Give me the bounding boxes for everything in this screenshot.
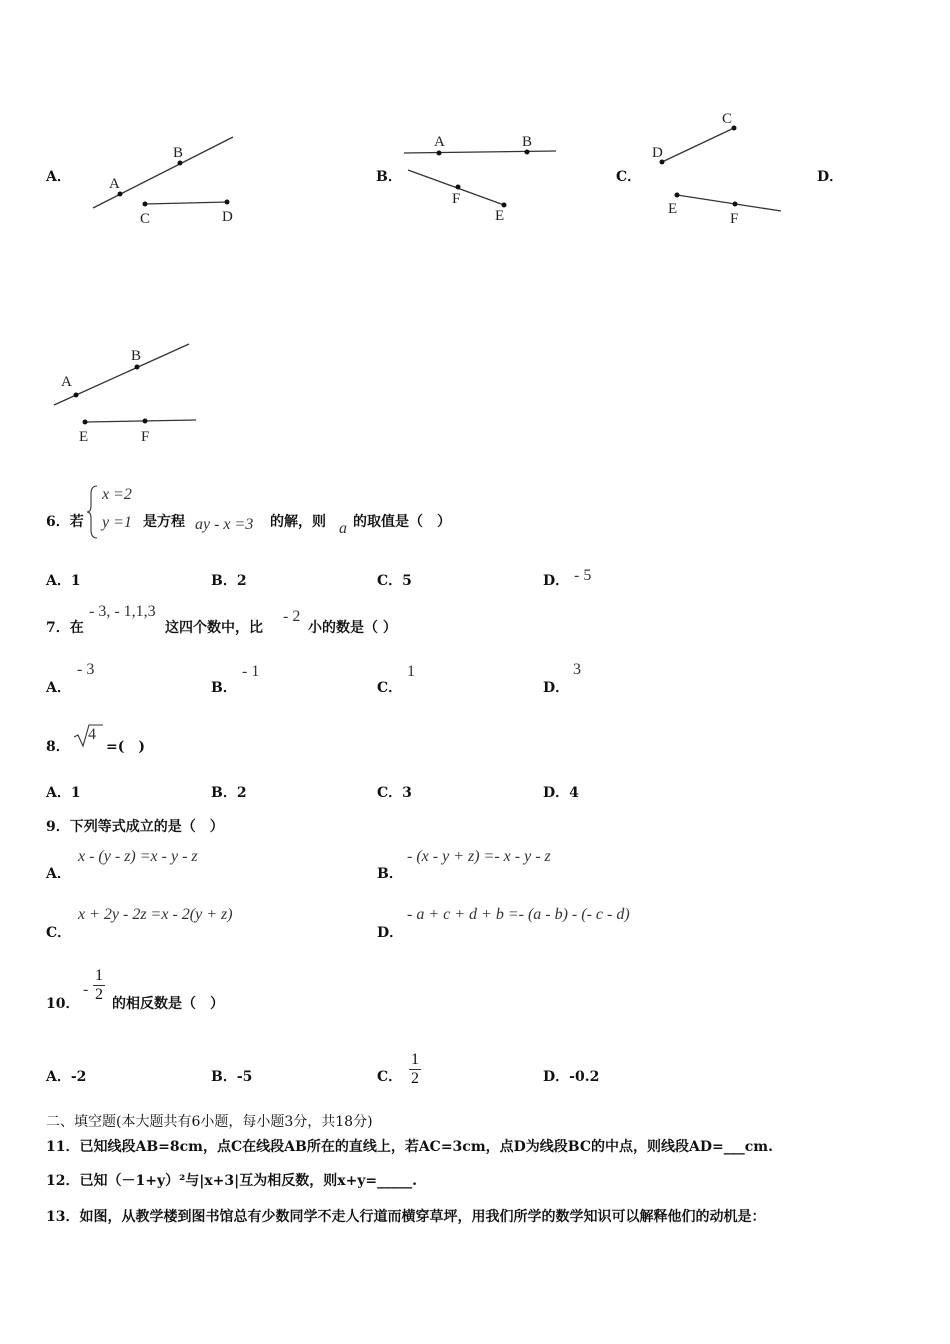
q5-option-d-diagram [48,335,203,450]
q7-compare: - 2 [283,608,301,625]
q7-option-b-label: B． [211,680,237,696]
q9-option-c-label: C． [46,925,72,941]
q9-option-a-label: A． [46,866,71,882]
q5c-point-c: C [722,111,733,127]
q9-option-b-math: - (x - y + z) =- x - y - z [407,848,551,865]
q8-option-a: A．1 [46,785,81,801]
q9-option-d-label: D． [377,925,404,941]
q12-text: 12．已知（－1+y）²与|x+3|互为相反数，则x+y=_____. [46,1173,418,1189]
q7-option-a-label: A． [46,680,71,696]
q10-option-c-fraction [409,1051,421,1088]
q7-option-b-math: - 1 [242,663,260,680]
q5c-point-f: F [730,211,739,227]
q10-option-b: B．-5 [211,1069,253,1085]
q9-option-a-math: x - (y - z) =x - y - z [78,848,198,865]
q8-tail: =( ) [106,739,145,755]
q10-denominator: 2 [95,986,103,1003]
q5c-point-e: E [668,201,678,217]
q6-system-line1: x =2 [102,486,132,503]
q9-option-b-label: B． [377,866,403,882]
section2-heading: 二、填空题(本大题共有6小题，每小题3分，共18分) [46,1114,373,1130]
q6-number: 6．若 [46,514,84,530]
q5-option-d-label: D． [817,169,844,185]
q10-sign: - [83,981,89,998]
q6-option-b: B．2 [211,573,247,589]
q5d-point-e: E [79,429,89,445]
q10-option-c-numerator: 1 [411,1051,419,1068]
q6-option-a: A．1 [46,573,81,589]
q10-number: 10． [46,996,80,1012]
q5-option-c-diagram [645,105,790,230]
q7-option-d-math: 3 [573,661,581,678]
q10-option-d: D．-0.2 [543,1069,600,1085]
q10-option-c-label: C． [377,1069,403,1085]
q6-option-d: D． [543,573,570,589]
q8-option-c: C．3 [377,785,412,801]
q7-option-c-math: 1 [407,663,415,680]
q6-text-after-eq: 的解，则 [270,514,326,530]
q10-tail: 的相反数是（ ） [112,996,224,1012]
q5a-point-c: C [140,211,151,227]
q6-option-d-math: - 5 [574,567,592,584]
q7-option-c-label: C． [377,680,403,696]
q5d-point-a: A [61,374,72,390]
q6-brace [86,484,100,540]
q5a-point-b: B [173,145,184,161]
q5d-point-b: B [131,348,142,364]
q7-tail: 小的数是（ ） [308,620,397,636]
q10-option-c-denominator: 2 [411,1070,419,1087]
q13-text: 13．如图，从教学楼到图书馆总有少数同学不走人行道而横穿草坪，用我们所学的数学知识可以解释他们的动机是： [46,1209,766,1225]
q9-stem: 9．下列等式成立的是（ ） [46,819,224,835]
q6-option-c: C．5 [377,573,412,589]
q5-option-b-diagram [400,125,565,230]
q9-option-c-math: x + 2y - 2z =x - 2(y + z) [78,906,233,923]
q8-option-d: D．4 [543,785,579,801]
q6-equation: ay - x =3 [195,516,254,533]
q6-mid-text: 是方程 [143,514,185,530]
q5b-point-e: E [495,208,505,224]
q5d-point-f: F [141,429,150,445]
q7-option-d-label: D． [543,680,570,696]
q8-radicand: 4 [88,726,96,743]
q7-number: 7．在 [46,620,84,636]
q5-option-a-label: A． [46,169,71,185]
q5b-point-f: F [452,191,461,207]
q6-var-a: a [339,520,347,537]
q10-fraction [93,967,105,1004]
q5-option-c-label: C． [616,169,642,185]
q7-numbers: - 3, - 1,1,3 [89,603,156,620]
q6-tail: 的取值是（ ） [353,514,451,530]
q8-number: 8． [46,739,70,755]
q5-option-a-diagram [85,130,245,230]
q7-option-a-math: - 3 [77,661,95,678]
q11-text: 11．已知线段AB=8cm，点C在线段AB所在的直线上，若AC=3cm，点D为线段BC的中点，则线段AD=___cm. [46,1139,773,1155]
q5b-point-b: B [522,134,533,150]
q10-numerator: 1 [95,967,103,984]
q8-option-b: B．2 [211,785,247,801]
q6-system-line2: y =1 [102,514,132,531]
q5-option-b-label: B． [376,169,402,185]
q10-option-a: A．-2 [46,1069,87,1085]
q5a-point-a: A [109,176,120,192]
q5b-point-a: A [434,134,445,150]
q5c-point-d: D [652,145,663,161]
q7-mid-text: 这四个数中，比 [165,620,263,636]
q5a-point-d: D [222,209,233,225]
q9-option-d-math: - a + c + d + b =- (a - b) - (- c - d) [407,906,630,923]
